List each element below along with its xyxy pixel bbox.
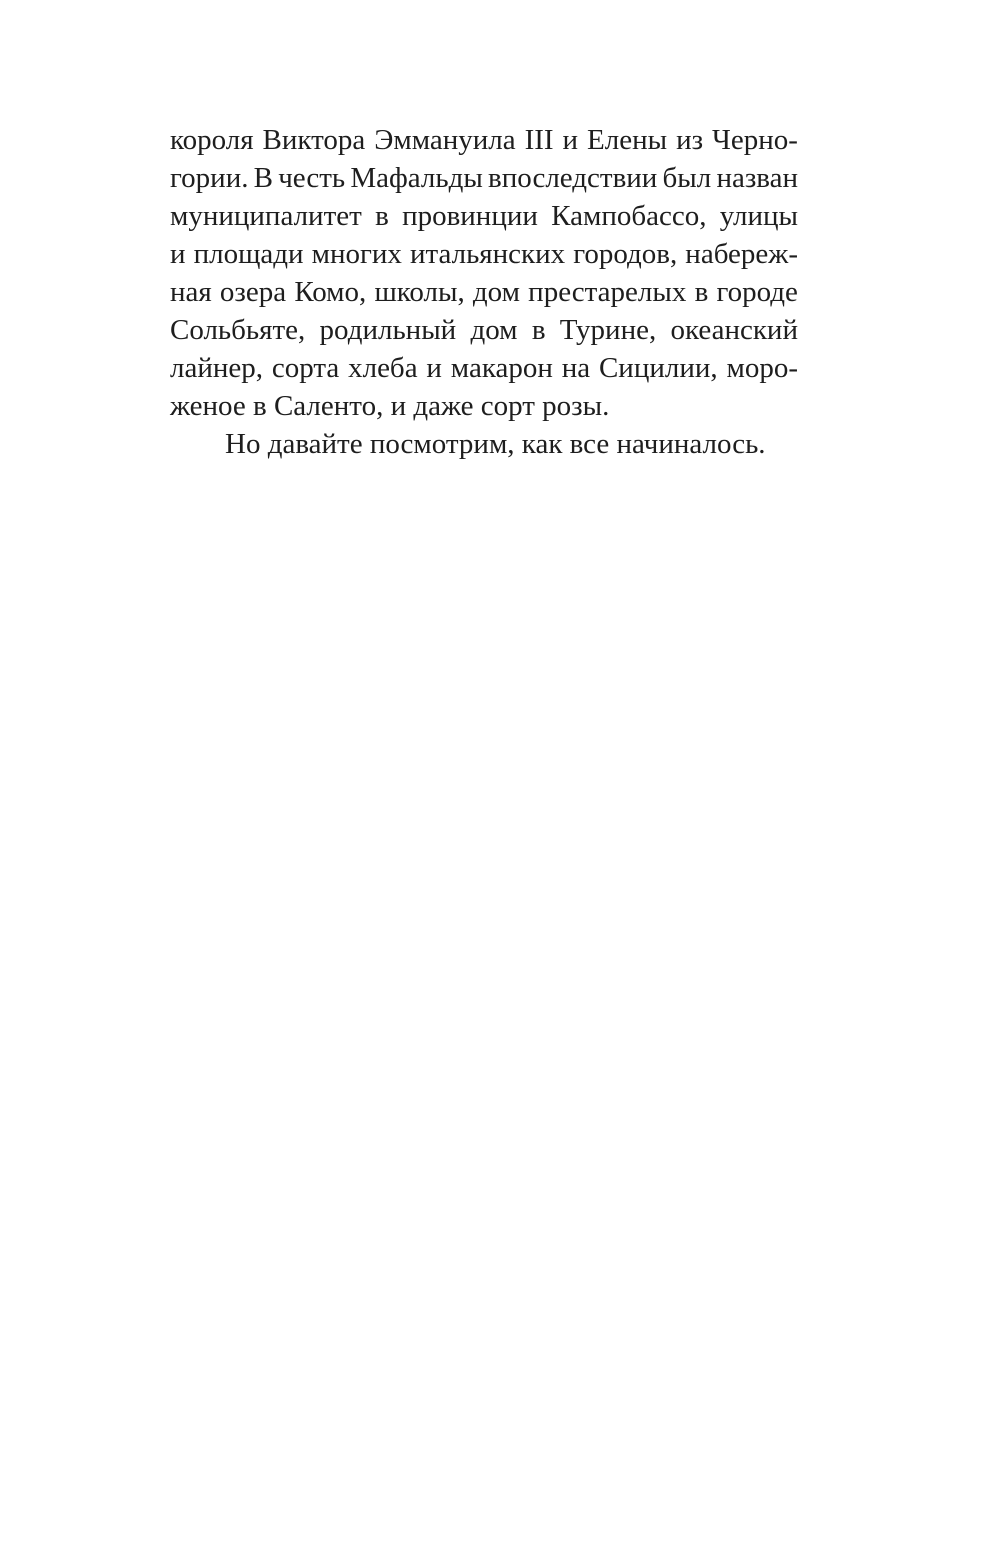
text-line: лайнер, сорта хлеба и макарон на Сицилии, моро- bbox=[170, 352, 798, 384]
text-line: ная озера Комо, школы, дом престарелых в городе bbox=[170, 276, 798, 308]
text-line: Сольбьяте, родильный дом в Турине, океанский bbox=[170, 314, 798, 346]
body-text-block bbox=[170, 121, 798, 463]
text-line: гории. В честь Мафальды впоследствии был назван bbox=[170, 162, 798, 194]
text-line: муниципалитет в провинции Кампобассо, улицы bbox=[170, 200, 798, 232]
text-line: и площади многих итальянских городов, набереж- bbox=[170, 238, 798, 270]
text-line-paragraph-end: женое в Саленто, и даже сорт розы. bbox=[170, 390, 610, 422]
text-line-new-paragraph: Но давайте посмотрим, как все начиналось. bbox=[225, 428, 766, 460]
text-line: короля Виктора Эммануила III и Елены из Черно- bbox=[170, 124, 798, 156]
